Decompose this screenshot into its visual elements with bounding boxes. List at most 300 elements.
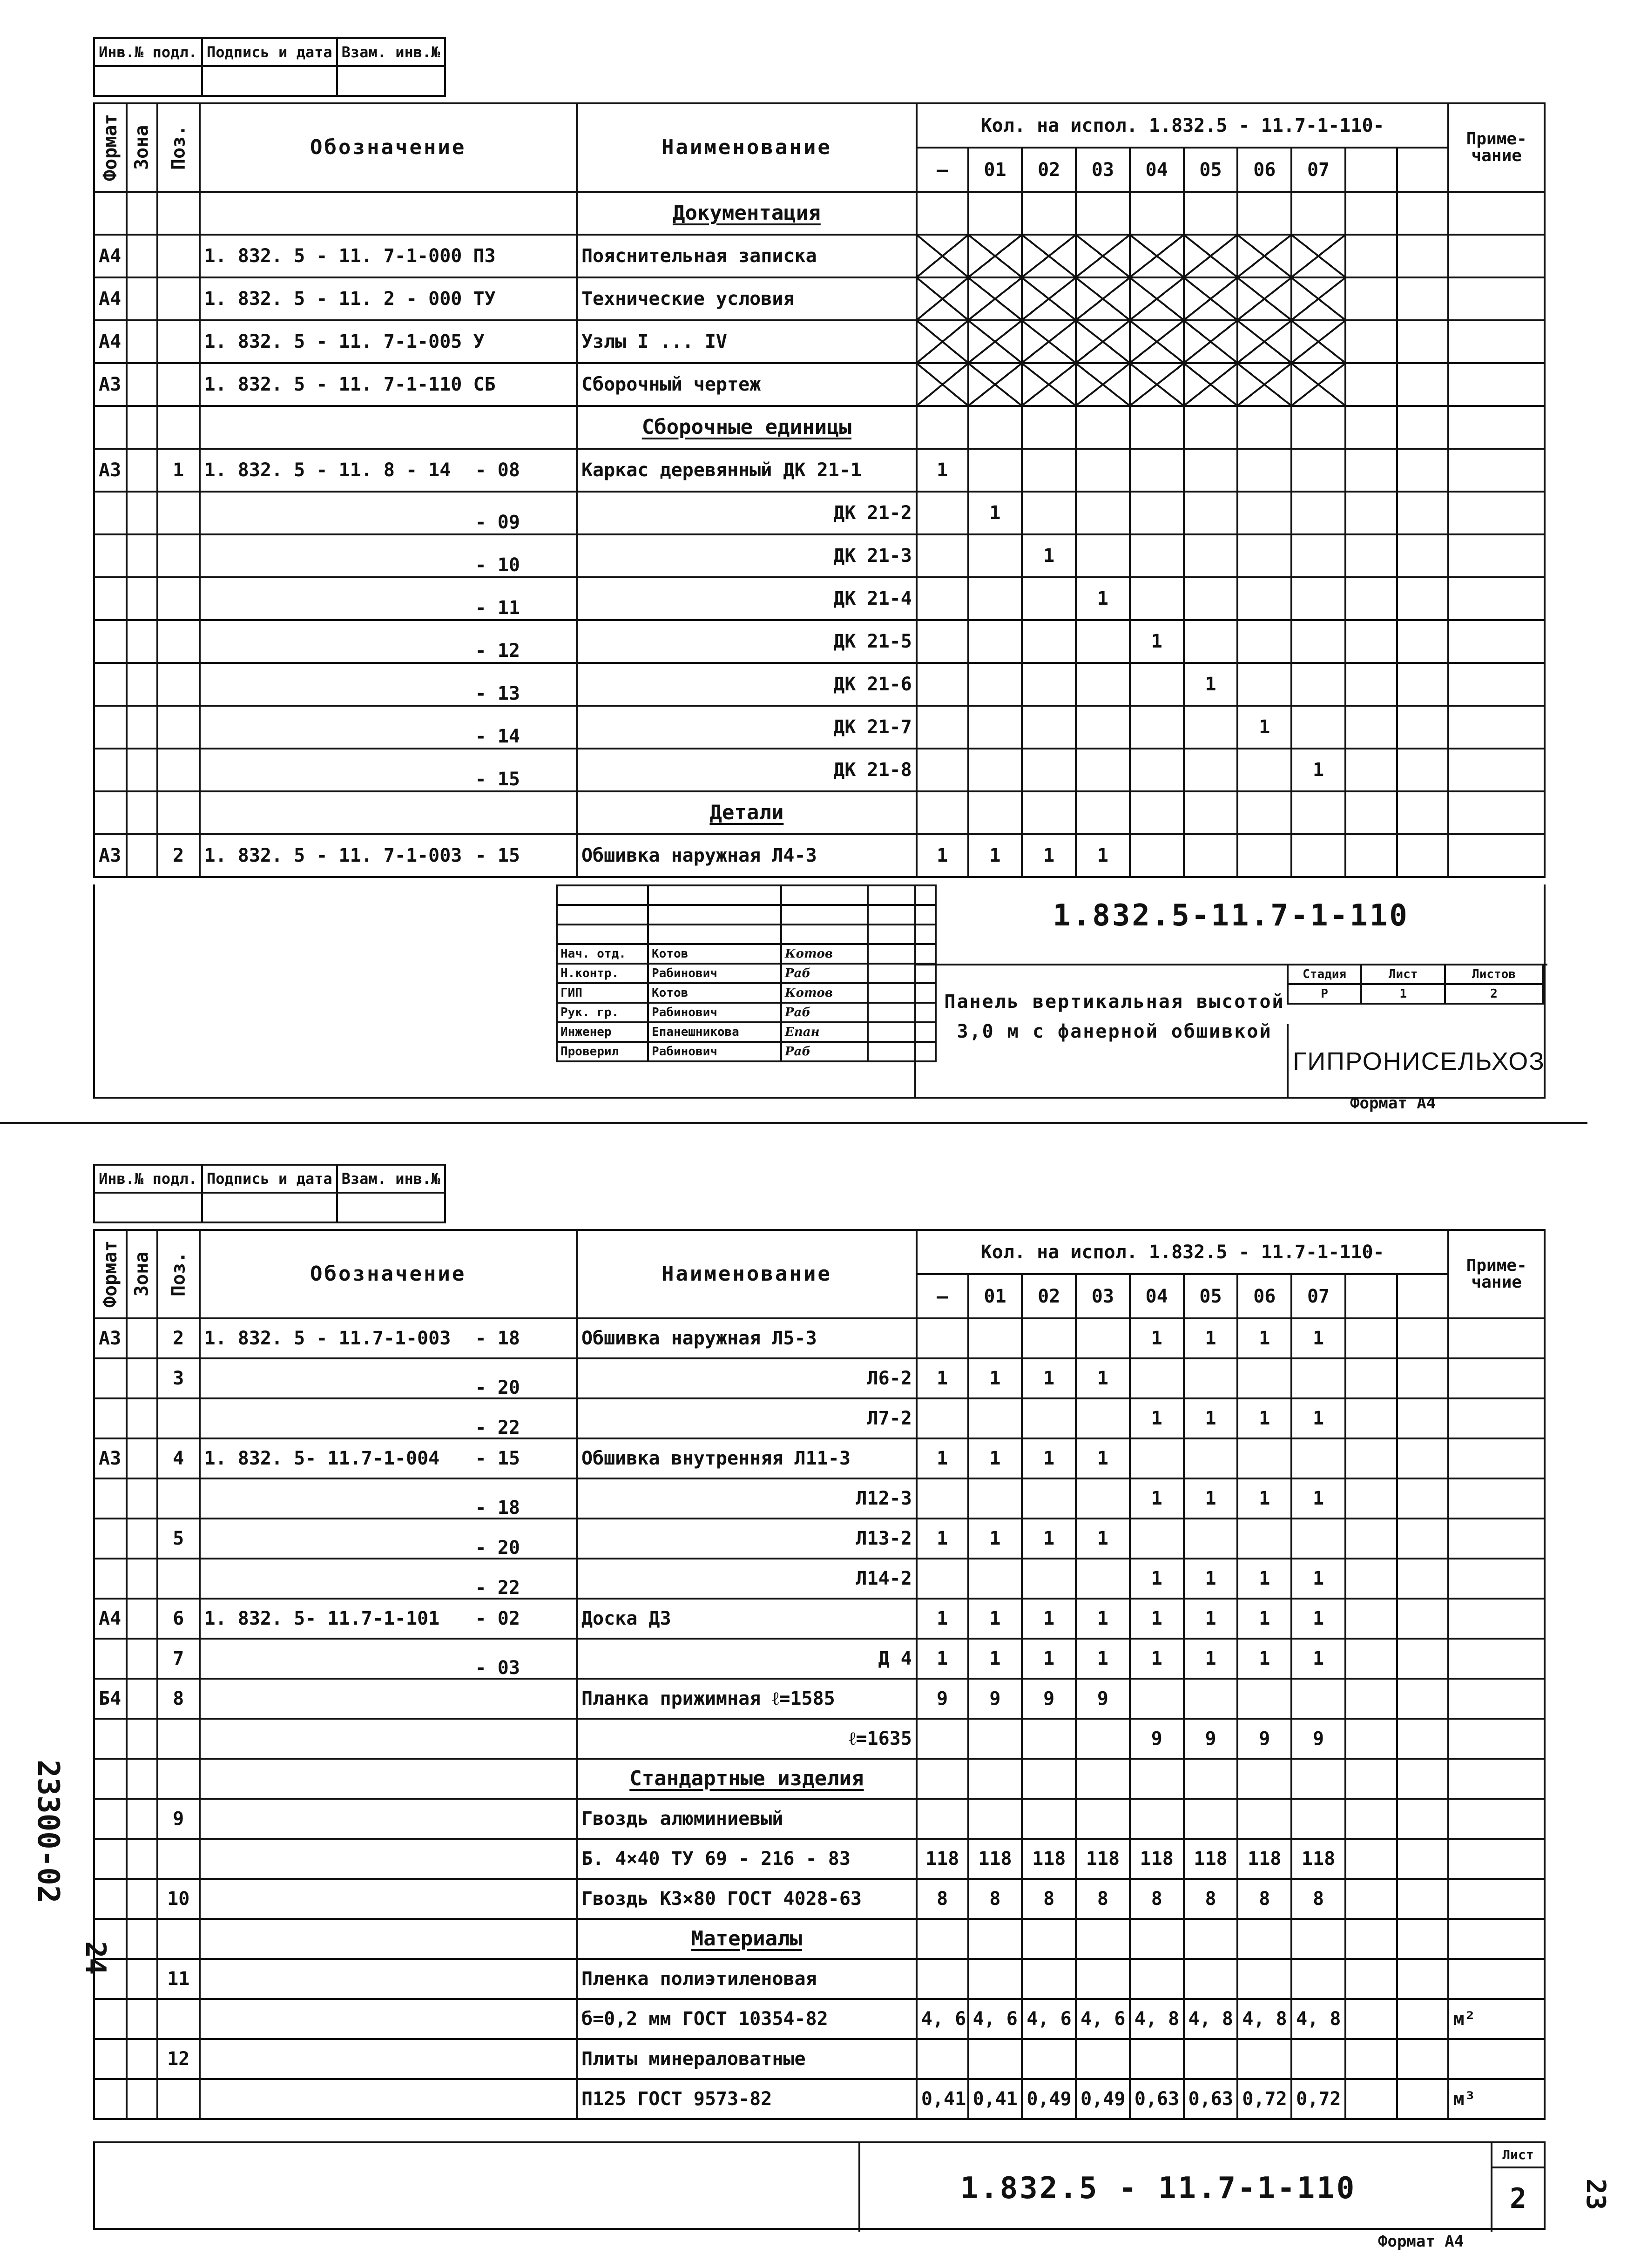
quantity-cell: 1 (1184, 1559, 1238, 1599)
inventory-value (202, 1193, 337, 1222)
header-note: Приме-чание (1448, 1230, 1545, 1318)
cell-format (94, 1559, 127, 1599)
cell-format (94, 1879, 127, 1919)
section-heading: Стандартные изделия (629, 1767, 864, 1790)
cell-position (157, 1478, 200, 1519)
cell-name: П125 ГОСТ 9573-82 (577, 2079, 917, 2119)
cell-zone (127, 1919, 157, 1959)
cell-format: А4 (94, 235, 127, 277)
cell-zone (127, 492, 157, 534)
inventory-value (94, 1193, 202, 1222)
header-quantity: Кол. на испол. 1.832.5 - 11.7-1-110- (917, 1230, 1449, 1274)
cell-position (157, 577, 200, 620)
cell-designation (200, 2039, 577, 2079)
quantity-cell (1397, 1639, 1449, 1679)
variant-column: — (917, 1274, 968, 1318)
cell-zone (127, 1759, 157, 1799)
quantity-cell: 1 (1237, 706, 1291, 749)
quantity-cell: 1 (1291, 1599, 1345, 1639)
quantity-cell (1291, 492, 1345, 534)
cell-designation (200, 834, 577, 877)
quantity-cell (1022, 449, 1076, 492)
quantity-cell: 1 (1130, 1599, 1184, 1639)
note-cell (1448, 192, 1545, 235)
quantity-cell (1397, 1318, 1449, 1358)
quantity-cell: 1 (1291, 1478, 1345, 1519)
quantity-cell (1397, 791, 1449, 834)
quantity-cell (1345, 363, 1397, 406)
cell-designation (200, 620, 577, 663)
designation-suffix: - 18 (475, 1328, 520, 1349)
quantity-cell (917, 749, 968, 791)
header-row (94, 103, 1545, 148)
quantity-cell: 1 (917, 1519, 968, 1559)
quantity-cell (1022, 406, 1076, 449)
cell-position: 8 (157, 1679, 200, 1719)
cell-designation (200, 663, 577, 706)
quantity-cell (917, 1398, 968, 1438)
cell-designation (200, 1919, 577, 1959)
designation-suffix: - 08 (475, 459, 520, 481)
cell-position (157, 1398, 200, 1438)
quantity-cell (968, 1719, 1022, 1759)
quantity-cell (1184, 1799, 1238, 1839)
quantity-cell (1345, 1799, 1397, 1839)
specification-table (93, 102, 1546, 878)
designation-code: 1. 832. 5 - 11. 7-1-003 (204, 845, 462, 866)
quantity-cell (968, 1799, 1022, 1839)
variant-column: 03 (1076, 1274, 1130, 1318)
cell-name: Л14-2 (577, 1559, 917, 1599)
quantity-cell (1130, 577, 1184, 620)
cell-name: ДК 21-3 (577, 534, 917, 577)
specification-table-continued (93, 1229, 1546, 2120)
quantity-cell (1345, 1318, 1397, 1358)
crossed-quantity-cell (917, 235, 968, 277)
cell-position (157, 492, 200, 534)
table-row (94, 492, 1545, 534)
quantity-cell: 0,49 (1076, 2079, 1130, 2119)
quantity-cell (917, 706, 968, 749)
crossed-quantity-cell (1130, 363, 1184, 406)
cell-position (157, 791, 200, 834)
crossed-quantity-cell (1022, 363, 1076, 406)
table-row (94, 363, 1545, 406)
person-name: Рабинович (648, 1003, 781, 1022)
table-row (94, 1318, 1545, 1358)
quantity-cell (1022, 492, 1076, 534)
stage-label: Стадия (1288, 965, 1361, 984)
quantity-cell (1022, 1559, 1076, 1599)
section-title (577, 1919, 917, 1959)
quantity-cell (1184, 406, 1238, 449)
quantity-cell (1237, 663, 1291, 706)
quantity-cell: 1 (1022, 834, 1076, 877)
quantity-cell (1076, 749, 1130, 791)
crossed-quantity-cell (1237, 320, 1291, 363)
quantity-cell (1291, 577, 1345, 620)
table-row (94, 749, 1545, 791)
cell-format (94, 663, 127, 706)
header-quantity: Кол. на испол. 1.832.5 - 11.7-1-110- (917, 103, 1449, 148)
cell-name: ДК 21-4 (577, 577, 917, 620)
quantity-cell (1345, 1519, 1397, 1559)
quantity-cell: 0,72 (1237, 2079, 1291, 2119)
quantity-cell (1076, 2039, 1130, 2079)
quantity-cell (968, 663, 1022, 706)
cell-designation (200, 1398, 577, 1438)
designation-code: 1. 832. 5- 11.7-1-004 (204, 1448, 440, 1469)
quantity-cell (1076, 534, 1130, 577)
cell-format (94, 791, 127, 834)
quantity-cell (1397, 577, 1449, 620)
quantity-cell (1130, 1759, 1184, 1799)
quantity-cell (1291, 834, 1345, 877)
cell-designation (200, 1839, 577, 1879)
cell-designation (200, 1719, 577, 1759)
table-row (94, 1679, 1545, 1719)
crossed-quantity-cell (968, 363, 1022, 406)
quantity-cell (1184, 449, 1238, 492)
cell-position (157, 277, 200, 320)
quantity-cell (917, 534, 968, 577)
document-number: 1.832.5-11.7-1-110 (1053, 898, 1409, 933)
quantity-cell (1291, 1438, 1345, 1478)
cell-position (157, 1999, 200, 2039)
title-divider (914, 884, 916, 1099)
quantity-cell: 1 (1130, 1318, 1184, 1358)
designation-code: 1. 832. 5 - 11. 7-1-110 СБ (204, 374, 496, 395)
cell-zone (127, 1398, 157, 1438)
cell-zone (127, 706, 157, 749)
section-title (577, 192, 917, 235)
quantity-cell (1345, 749, 1397, 791)
cell-position: 10 (157, 1879, 200, 1919)
crossed-quantity-cell (968, 235, 1022, 277)
designation-code: 1. 832. 5 - 11. 2 - 000 ТУ (204, 288, 496, 310)
quantity-cell (1397, 534, 1449, 577)
quantity-cell (968, 1478, 1022, 1519)
cell-name: ℓ=1635 (577, 1719, 917, 1759)
quantity-cell (968, 577, 1022, 620)
quantity-cell (1130, 1919, 1184, 1959)
quantity-cell (1130, 749, 1184, 791)
quantity-cell (1397, 1519, 1449, 1559)
section-title (577, 791, 917, 834)
quantity-cell (1345, 492, 1397, 534)
cell-position (157, 749, 200, 791)
cell-position: 11 (157, 1959, 200, 1999)
cell-name: Обшивка наружная Л5-3 (577, 1318, 917, 1358)
quantity-cell: 1 (1076, 1519, 1130, 1559)
cell-name: ДК 21-6 (577, 663, 917, 706)
quantity-cell (1397, 449, 1449, 492)
header-designation: Обозначение (200, 1230, 577, 1318)
inventory-label: Подпись и дата (202, 38, 337, 66)
quantity-cell: 9 (968, 1679, 1022, 1719)
cell-designation (200, 1799, 577, 1839)
quantity-cell: 9 (1237, 1719, 1291, 1759)
quantity-cell (1397, 277, 1449, 320)
quantity-cell (917, 1759, 968, 1799)
signature-row (557, 1022, 936, 1042)
cell-name: Плиты минераловатные (577, 2039, 917, 2079)
quantity-cell (1184, 2039, 1238, 2079)
quantity-cell (968, 620, 1022, 663)
cell-name: Обшивка наружная Л4-3 (577, 834, 917, 877)
variant-column: 06 (1237, 1274, 1291, 1318)
quantity-cell (1022, 1759, 1076, 1799)
signature-cell (781, 885, 868, 905)
quantity-cell (1184, 1519, 1238, 1559)
cell-position: 2 (157, 834, 200, 877)
quantity-cell: 118 (917, 1839, 968, 1879)
signature-table (556, 884, 937, 1062)
quantity-cell: 0,49 (1022, 2079, 1076, 2119)
quantity-cell (1345, 449, 1397, 492)
crossed-quantity-cell (1076, 320, 1130, 363)
quantity-cell (1184, 1759, 1238, 1799)
cell-format: А3 (94, 449, 127, 492)
cell-position (157, 363, 200, 406)
designation-code: 1. 832. 5- 11.7-1-101 (204, 1608, 440, 1629)
cell-designation (200, 1318, 577, 1358)
quantity-cell (1184, 492, 1238, 534)
cell-format (94, 534, 127, 577)
quantity-cell: 9 (1291, 1719, 1345, 1759)
quantity-cell: 118 (1237, 1839, 1291, 1879)
document-number: 1.832.5 - 11.7-1-110 (960, 2171, 1357, 2206)
quantity-cell (1345, 1478, 1397, 1519)
cell-position (157, 1759, 200, 1799)
cell-format: А3 (94, 363, 127, 406)
quantity-cell: 8 (1237, 1879, 1291, 1919)
quantity-cell: 1 (1076, 1438, 1130, 1478)
quantity-cell (1397, 1759, 1449, 1799)
quantity-cell (1184, 1679, 1238, 1719)
sheet-label: Лист (1492, 2143, 1544, 2168)
note-cell (1448, 1358, 1545, 1398)
quantity-cell (968, 406, 1022, 449)
note-cell (1448, 749, 1545, 791)
quantity-cell: 8 (1291, 1879, 1345, 1919)
cell-zone (127, 2039, 157, 2079)
crossed-quantity-cell (1237, 363, 1291, 406)
section-heading: Документация (672, 201, 821, 225)
note-cell (1448, 1719, 1545, 1759)
note-cell (1448, 277, 1545, 320)
table-row (94, 706, 1545, 749)
quantity-cell: 1 (1184, 1478, 1238, 1519)
cell-format (94, 1398, 127, 1438)
designation-suffix: - 14 (475, 726, 520, 747)
note-cell (1448, 1799, 1545, 1839)
quantity-cell (1022, 577, 1076, 620)
cell-zone (127, 2079, 157, 2119)
quantity-cell: 0,72 (1291, 2079, 1345, 2119)
drawing-title: Панель вертикальная высотой 3,0 м с фанерной обшивкой (944, 991, 1285, 1042)
cell-position (157, 192, 200, 235)
quantity-cell (1237, 2039, 1291, 2079)
quantity-cell: 0,63 (1130, 2079, 1184, 2119)
quantity-cell (1397, 320, 1449, 363)
quantity-cell (1130, 406, 1184, 449)
table-row (94, 620, 1545, 663)
quantity-cell (1345, 834, 1397, 877)
quantity-cell: 118 (1130, 1839, 1184, 1879)
inventory-label: Подпись и дата (202, 1165, 337, 1193)
variant-column: — (917, 148, 968, 192)
cell-name: Технические условия (577, 277, 917, 320)
quantity-cell (917, 1919, 968, 1959)
quantity-cell (1022, 2039, 1076, 2079)
cell-designation (200, 706, 577, 749)
inventory-label: Инв.№ подл. (94, 1165, 202, 1193)
crossed-quantity-cell (1022, 320, 1076, 363)
quantity-cell (1291, 1679, 1345, 1719)
variant-column: 07 (1291, 148, 1345, 192)
designation-suffix: - 22 (475, 1577, 520, 1599)
quantity-cell (1130, 1438, 1184, 1478)
table-row (94, 1999, 1545, 2039)
variant-column: 04 (1130, 1274, 1184, 1318)
table-row (94, 1839, 1545, 1879)
quantity-cell: 1 (1130, 620, 1184, 663)
cell-name: б=0,2 мм ГОСТ 10354-82 (577, 1999, 917, 2039)
quantity-cell (1345, 406, 1397, 449)
quantity-cell (968, 2039, 1022, 2079)
quantity-cell (1130, 534, 1184, 577)
cell-position: 6 (157, 1599, 200, 1639)
quantity-cell (968, 791, 1022, 834)
quantity-cell (1130, 1358, 1184, 1398)
designation-suffix: - 22 (475, 1417, 520, 1438)
quantity-cell: 4, 8 (1237, 1999, 1291, 2039)
quantity-cell (1291, 1759, 1345, 1799)
quantity-cell (1291, 449, 1345, 492)
quantity-cell (1291, 192, 1345, 235)
cell-zone (127, 834, 157, 877)
table-row (94, 1559, 1545, 1599)
cell-format (94, 1759, 127, 1799)
quantity-cell (917, 192, 968, 235)
cell-zone (127, 534, 157, 577)
quantity-cell (1237, 1438, 1291, 1478)
cell-position (157, 406, 200, 449)
inventory-label: Инв.№ подл. (94, 38, 202, 66)
quantity-cell: 118 (1184, 1839, 1238, 1879)
crossed-quantity-cell (1291, 363, 1345, 406)
cell-designation (200, 1358, 577, 1398)
header-designation: Обозначение (200, 103, 577, 192)
quantity-cell: 118 (1076, 1839, 1130, 1879)
quantity-cell (1022, 1398, 1076, 1438)
page-divider (0, 1122, 1587, 1124)
quantity-cell (1022, 1719, 1076, 1759)
quantity-cell (1345, 1679, 1397, 1719)
table-row (94, 534, 1545, 577)
cell-format (94, 192, 127, 235)
quantity-cell (1345, 620, 1397, 663)
quantity-cell: 1 (968, 1358, 1022, 1398)
signature-row (557, 1042, 936, 1061)
header-position: Поз. (157, 103, 200, 192)
table-row (94, 320, 1545, 363)
date-cell (868, 964, 936, 983)
note-cell (1448, 1679, 1545, 1719)
crossed-quantity-cell (968, 277, 1022, 320)
quantity-cell (1291, 1799, 1345, 1839)
sheets-value: 2 (1445, 984, 1543, 1004)
quantity-cell (1022, 1919, 1076, 1959)
quantity-cell (1237, 534, 1291, 577)
quantity-cell (1397, 2039, 1449, 2079)
quantity-cell (1397, 1799, 1449, 1839)
cell-position (157, 1559, 200, 1599)
cell-position (157, 620, 200, 663)
quantity-cell (1237, 1799, 1291, 1839)
sheet-label: Лист (1361, 965, 1445, 984)
cell-format (94, 492, 127, 534)
quantity-cell (1076, 406, 1130, 449)
cell-zone (127, 235, 157, 277)
quantity-cell (917, 577, 968, 620)
variant-column: 07 (1291, 1274, 1345, 1318)
sheets-label: Листов (1445, 965, 1543, 984)
variant-column-empty (1345, 1274, 1397, 1318)
role-label: Проверил (557, 1042, 648, 1061)
quantity-cell: 9 (917, 1679, 968, 1719)
quantity-cell (917, 492, 968, 534)
cell-name: Л6-2 (577, 1358, 917, 1398)
quantity-cell (1291, 2039, 1345, 2079)
quantity-cell (1130, 1679, 1184, 1719)
quantity-cell: 8 (1022, 1879, 1076, 1919)
quantity-cell (1345, 2079, 1397, 2119)
cell-designation (200, 791, 577, 834)
cell-zone (127, 406, 157, 449)
quantity-cell: 0,41 (917, 2079, 968, 2119)
note-cell (1448, 2039, 1545, 2079)
person-name: Епанешникова (648, 1022, 781, 1042)
quantity-cell: 1 (1291, 749, 1345, 791)
quantity-cell: 1 (1076, 834, 1130, 877)
cell-designation (200, 235, 577, 277)
table-row (94, 1358, 1545, 1398)
quantity-cell (1345, 1639, 1397, 1679)
quantity-cell: 1 (1184, 1599, 1238, 1639)
cell-zone (127, 1478, 157, 1519)
cell-designation (200, 1519, 577, 1559)
cell-designation (200, 1438, 577, 1478)
cell-zone (127, 577, 157, 620)
table-row (94, 2079, 1545, 2119)
header-row (94, 1230, 1545, 1274)
quantity-cell (1397, 192, 1449, 235)
cell-zone (127, 1599, 157, 1639)
quantity-cell: 1 (917, 1599, 968, 1639)
quantity-cell: 1 (1076, 1599, 1130, 1639)
variant-column: 01 (968, 1274, 1022, 1318)
note-cell (1448, 1318, 1545, 1358)
crossed-quantity-cell (1022, 235, 1076, 277)
quantity-cell (1022, 791, 1076, 834)
crossed-quantity-cell (1184, 277, 1238, 320)
quantity-cell (1345, 577, 1397, 620)
crossed-quantity-cell (1130, 277, 1184, 320)
inventory-stamp (93, 37, 446, 97)
quantity-cell (1184, 1358, 1238, 1398)
